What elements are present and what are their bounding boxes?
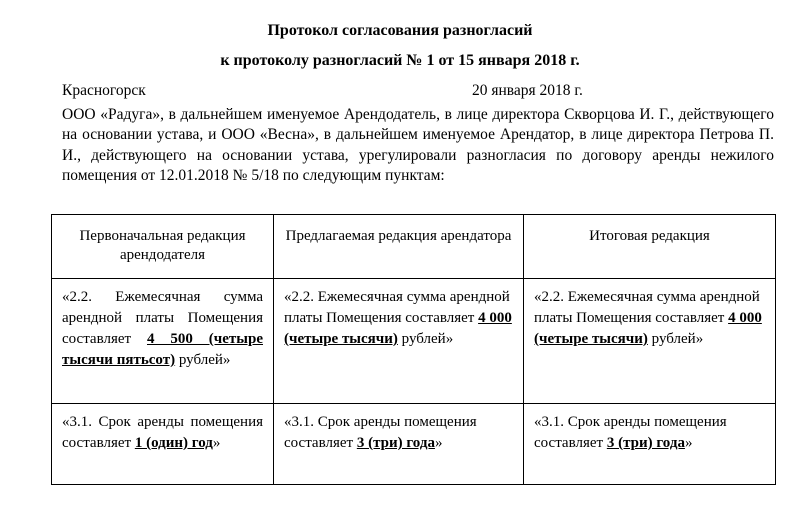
- cell-text: »: [684, 435, 693, 451]
- cell-proposed-rent: [274, 279, 524, 404]
- cell-text: «3.1. Срок аренды помещения составляет: [284, 414, 477, 451]
- disagreement-table: [51, 214, 776, 485]
- table-row: [52, 404, 776, 485]
- cell-text: »: [434, 435, 443, 451]
- cell-amount: 4 000 (четыре тысячи): [534, 310, 762, 347]
- cell-text: «3.1. Срок аренды помещения составляет: [62, 414, 263, 451]
- cell-amount: 4 500 (четыре тысячи пятьсот): [62, 331, 263, 368]
- cell-amount: 4 000 (четыре тысячи): [284, 310, 512, 347]
- cell-original-rent: [52, 279, 274, 404]
- intro-paragraph: ООО «Радуга», в дальнейшем именуемое Арендодатель, в лице директора Скворцова И. Г., действующего на основании устава, и ООО «Весна», в дальнейшем именуемое Арендатор, в лице директора Петрова П. И., действующего на основании устава, урегулировали разногласия по договору аренды нежилого помещения от 12.01.2018 № 5/18 по следующим пунктам:: [62, 106, 774, 185]
- document-date: 20 января 2018 г.: [472, 82, 583, 99]
- cell-final-term: [524, 404, 776, 485]
- cell-original-term: [52, 404, 274, 485]
- header-original-version: Первоначальная редакция арендодателя: [52, 215, 274, 279]
- cell-proposed-term: [274, 404, 524, 485]
- cell-text: «3.1. Срок аренды помещения составляет: [534, 414, 727, 451]
- cell-text: »: [212, 435, 221, 451]
- cell-text: рублей»: [397, 331, 454, 347]
- document-title: Протокол согласования разногласий: [267, 22, 533, 39]
- cell-term: 3 (три) года: [356, 435, 435, 451]
- cell-final-rent: [524, 279, 776, 404]
- cell-term: 1 (один) год: [134, 435, 213, 451]
- document-city: Красногорск: [62, 82, 146, 99]
- header-final-version: Итоговая редакция: [524, 215, 776, 279]
- table-row: [52, 279, 776, 404]
- cell-text: «2.2. Ежемесячная сумма арендной платы Помещения составляет: [534, 289, 760, 326]
- cell-text: рублей»: [647, 331, 704, 347]
- cell-text: рублей»: [175, 352, 231, 368]
- document-subtitle: к протоколу разногласий № 1 от 15 января 2018 г.: [220, 52, 580, 69]
- cell-term: 3 (три) года: [606, 435, 685, 451]
- table-header-row: [52, 215, 776, 279]
- header-proposed-version: Предлагаемая редакция арендатора: [274, 215, 524, 279]
- cell-text: «2.2. Ежемесячная сумма арендной платы Помещения составляет: [284, 289, 510, 326]
- cell-text: «2.2. Ежемесячная сумма арендной платы Помещения составляет: [62, 289, 263, 347]
